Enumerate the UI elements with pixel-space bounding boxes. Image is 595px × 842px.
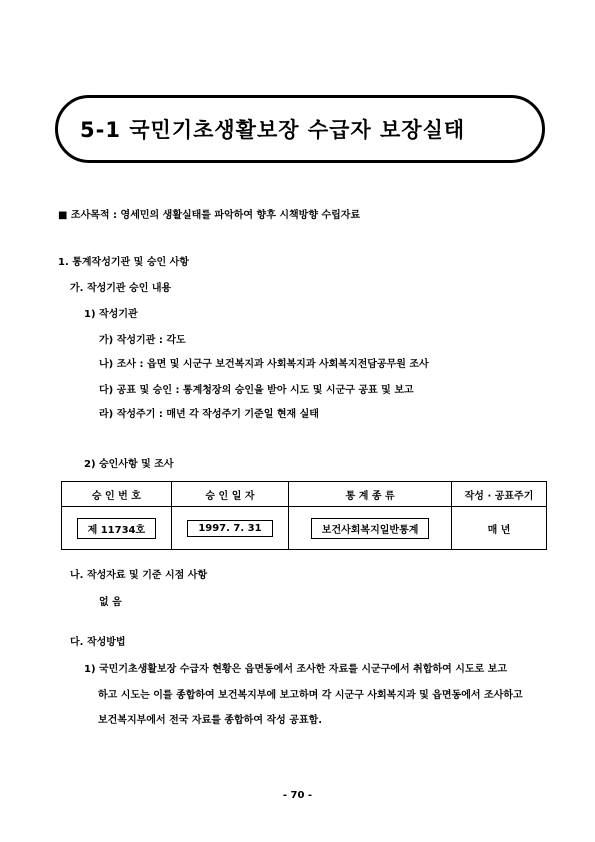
paragraph-line: 1) 국민기초생활보장 수급자 현황은 읍면동에서 조사한 자료를 시군구에서 취합하여 시도로 보고 (84, 664, 508, 675)
table-cell (62, 507, 172, 550)
paragraph-line: 하고 시도는 이를 종합하여 보건복지부에 보고하며 각 시군구 사회복지과 및 읍면동에서 조사하고 (98, 690, 523, 701)
table-header-cell: 승 인 일 자 (171, 482, 288, 507)
list-item: 라) 작성주기 : 매년 각 작성주기 기준일 현재 실태 (99, 409, 319, 420)
paragraph-line: 보건복지부에서 전국 자료를 종합하여 작성 공표함. (98, 715, 323, 726)
table-cell (171, 507, 288, 550)
section-1-heading: 1. 통계작성기관 및 승인 사항 (58, 257, 189, 268)
section-1a-heading: 가. 작성기관 승인 내용 (70, 283, 172, 294)
title-box (55, 95, 545, 163)
approval-table (61, 481, 547, 550)
section-1a2-heading: 2) 승인사항 및 조사 (84, 459, 174, 470)
table-cell-value: 보건사회복지일반통계 (311, 518, 430, 539)
table-cell-value: 1997. 7. 31 (187, 520, 272, 537)
section-1b-body: 없 음 (99, 597, 122, 608)
table-cell: 매 년 (452, 507, 547, 550)
page-number: - 70 - (282, 790, 313, 801)
list-item: 가) 작성기관 : 각도 (99, 335, 186, 346)
table-header-row (62, 482, 547, 507)
table-header-cell: 승 인 번 호 (62, 482, 172, 507)
table-row (62, 507, 547, 550)
section-1b-heading: 나. 작성자료 및 기준 시점 사항 (70, 570, 208, 581)
table-header-cell: 작성 · 공표주기 (452, 482, 547, 507)
table-cell (289, 507, 452, 550)
page-title: 5-1 국민기초생활보장 수급자 보장실태 (80, 118, 466, 142)
list-item: 나) 조사 : 읍면 및 시군구 보건복지과 사회복지과 사회복지전담공무원 조사 (99, 359, 429, 370)
table-header-cell: 통 계 종 류 (289, 482, 452, 507)
list-item: 다) 공표 및 승인 : 통계청장의 승인을 받아 시도 및 시군구 공표 및 보고 (99, 385, 414, 396)
purpose-line: ■ 조사목적 : 영세민의 생활실태를 파악하여 향후 시책방향 수립자료 (58, 210, 361, 221)
table-cell-value: 제 11734호 (77, 518, 157, 539)
section-2-heading: 다. 작성방법 (70, 637, 126, 648)
section-1a1-heading: 1) 작성기관 (84, 309, 138, 320)
